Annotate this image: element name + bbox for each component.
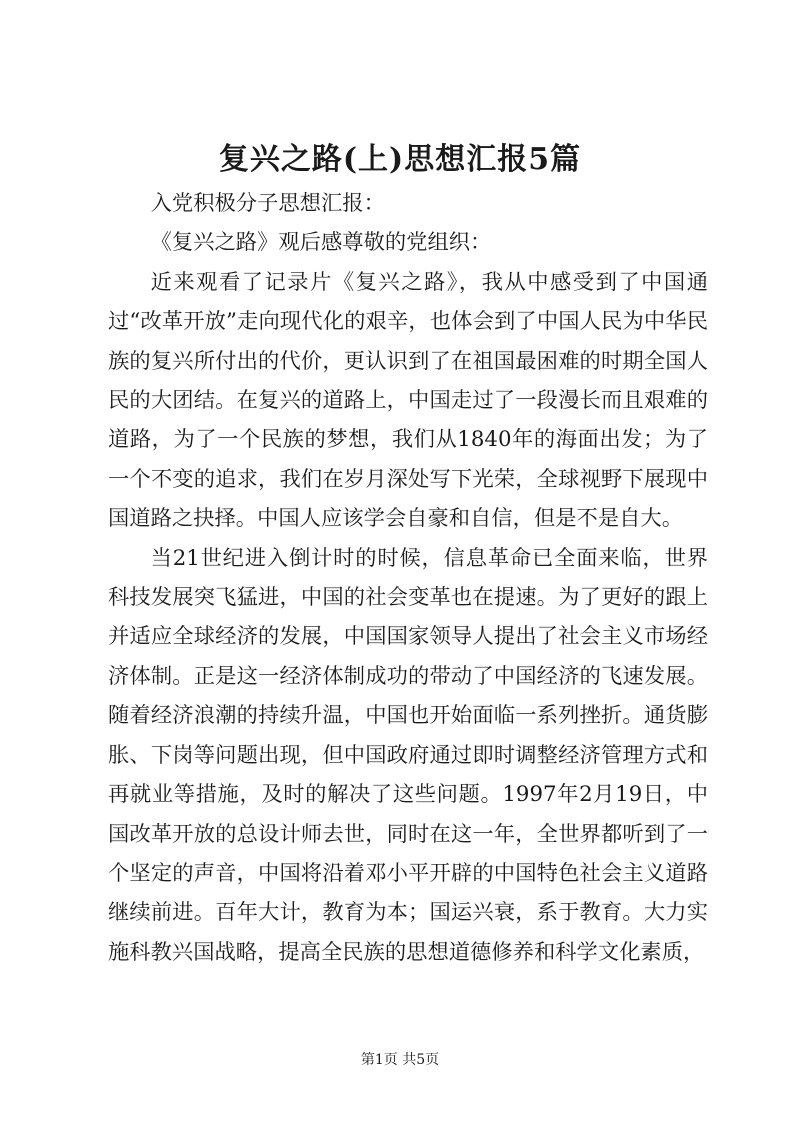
document-body: [108, 184, 708, 972]
paragraph-intro: 入党积极分子思想汇报：: [150, 191, 385, 216]
page-footer: 第1页 共5页: [360, 1052, 440, 1068]
document-title: 复兴之路(上)思想汇报5篇: [218, 142, 582, 177]
paragraph-salutation: 《复兴之路》观后感尊敬的党组织：: [150, 230, 492, 256]
paragraph-2: 当21世纪进入倒计时的时候，信息革命已全面来临，世界科技发展突飞猛进，中国的社会变革也在提速。为了更好的跟上并适应全球经济的发展，中国国家领导人提出了社会主义市场经济体制。正是这一经济体制成功的带动了中国经济的飞速发展。随着经济浪潮的持续升温，中国也开始面临一系列挫折。通货膨胀、下岗等问题出现，但中国政府通过即时调整经济管理方式和再就业等措施，及时的解决了这些问题。1997年2月19日，中国改革开放的总设计师去世，同时在这一年，全世界都听到了一个坚定的声音，中国将沿着邓小平开辟的中国特色社会主义道路继续前进。百年大计，教育为本；国运兴衰，系于教育。大力实施科教兴国战略，提高全民族的思想道德修养和科学文化素质，: [108, 545, 708, 965]
paragraph-1: 近来观看了记录片《复兴之路》，我从中感受到了中国通过“改革开放”走向现代化的艰辛，也体会到了中国人民为中华民族的复兴所付出的代价，更认识到了在祖国最困难的时期全国人民的大团结。在复兴的道路上，中国走过了一段漫长而且艰难的道路，为了一个民族的梦想，我们从1840年的海面出发；为了一个不变的追求，我们在岁月深处写下光荣，全球视野下展现中国道路之抉择。中国人应该学会自豪和自信，但是不是自大。: [108, 269, 708, 532]
